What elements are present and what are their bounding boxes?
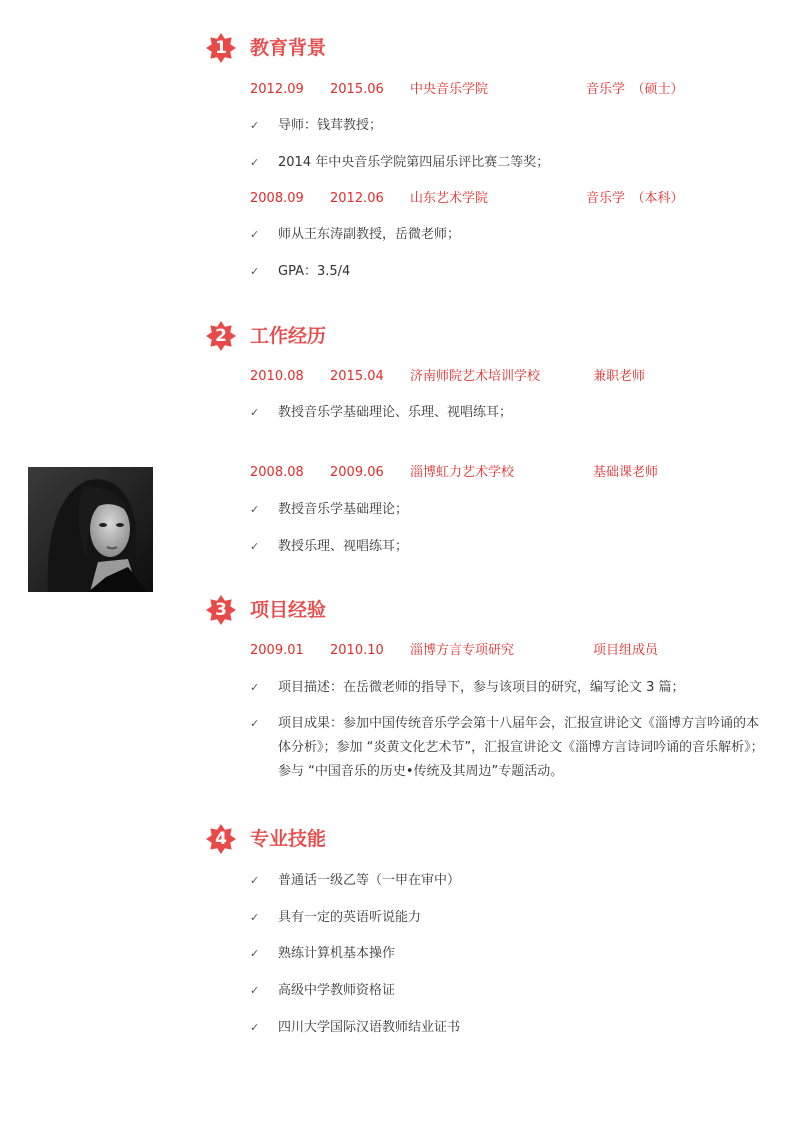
entry-role: 项目组成员 bbox=[593, 643, 659, 658]
check-icon: ✓ bbox=[250, 540, 260, 553]
entry-role: 音乐学 （硕士） bbox=[586, 82, 684, 97]
item-text: 具有一定的英语听说能力 bbox=[278, 910, 422, 925]
section-title: 教育背景 bbox=[250, 37, 327, 59]
check-icon: ✓ bbox=[250, 984, 260, 997]
check-icon: ✓ bbox=[250, 265, 260, 278]
entry-organization: 中央音乐学院 bbox=[410, 82, 489, 97]
section-education bbox=[206, 33, 766, 293]
star-badge-icon bbox=[206, 824, 236, 854]
item-text: 熟练计算机基本操作 bbox=[278, 946, 396, 961]
check-icon: ✓ bbox=[250, 119, 260, 132]
entry-start-date: 2009.01 bbox=[250, 643, 304, 658]
section-skills bbox=[206, 824, 766, 1044]
entry-start-date: 2012.09 bbox=[250, 82, 304, 97]
item-text: 教授乐理、视唱练耳； bbox=[278, 539, 409, 554]
item-text: 导师：钱茸教授； bbox=[278, 118, 383, 133]
item-text: 四川大学国际汉语教师结业证书 bbox=[278, 1020, 461, 1035]
entry-end-date: 2015.04 bbox=[330, 369, 384, 384]
check-icon: ✓ bbox=[250, 947, 260, 960]
check-icon: ✓ bbox=[250, 717, 260, 730]
profile-photo bbox=[28, 467, 153, 592]
entry-start-date: 2008.09 bbox=[250, 191, 304, 206]
section-title: 工作经历 bbox=[250, 325, 327, 347]
item-text: GPA：3.5/4 bbox=[278, 264, 351, 279]
item-text: 项目成果：参加中国传统音乐学会第十八届年会，汇报宣讲论文《淄博方言吟诵的本体分析》；参加 “炎黄文化艺术节”，汇报宣讲论文《淄博方言诗词吟诵的音乐解析》；参与 “中国音乐的历史•传统及其周边”专题活动。 bbox=[278, 716, 764, 779]
section-number: 3 bbox=[215, 600, 227, 620]
entry-organization: 淄博虹力艺术学校 bbox=[410, 465, 515, 480]
entry-role: 兼职老师 bbox=[593, 369, 646, 384]
entry-organization: 淄博方言专项研究 bbox=[410, 643, 515, 658]
section-number: 1 bbox=[215, 38, 227, 58]
section-number: 4 bbox=[215, 829, 227, 849]
section-work-experience bbox=[206, 321, 766, 561]
item-text: 普通话一级乙等（一甲在审中） bbox=[278, 873, 461, 888]
check-icon: ✓ bbox=[250, 911, 260, 924]
section-number: 2 bbox=[215, 326, 227, 346]
star-badge-icon bbox=[206, 321, 236, 351]
entry-start-date: 2008.08 bbox=[250, 465, 304, 480]
section-header bbox=[206, 33, 766, 63]
item-text: 教授音乐学基础理论； bbox=[278, 502, 409, 517]
item-text: 教授音乐学基础理论、乐理、视唱练耳； bbox=[278, 405, 513, 420]
check-icon: ✓ bbox=[250, 228, 260, 241]
item-text: 2014 年中央音乐学院第四届乐评比赛二等奖； bbox=[278, 155, 550, 170]
item-text: 高级中学教师资格证 bbox=[278, 983, 396, 998]
entry-start-date: 2010.08 bbox=[250, 369, 304, 384]
section-project-experience bbox=[206, 595, 766, 795]
item-text: 项目描述：在岳微老师的指导下，参与该项目的研究，编写论文 3 篇； bbox=[278, 680, 685, 695]
section-title: 项目经验 bbox=[250, 599, 327, 621]
entry-end-date: 2010.10 bbox=[330, 643, 384, 658]
check-icon: ✓ bbox=[250, 874, 260, 887]
entry-end-date: 2012.06 bbox=[330, 191, 384, 206]
check-icon: ✓ bbox=[250, 406, 260, 419]
check-icon: ✓ bbox=[250, 1021, 260, 1034]
entry-organization: 山东艺术学院 bbox=[410, 191, 489, 206]
item-text: 师从王东涛副教授，岳微老师； bbox=[278, 227, 461, 242]
section-header bbox=[206, 824, 766, 854]
section-header bbox=[206, 595, 766, 625]
check-icon: ✓ bbox=[250, 681, 260, 694]
list-item bbox=[250, 714, 770, 789]
entry-end-date: 2015.06 bbox=[330, 82, 384, 97]
entry-role: 基础课老师 bbox=[593, 465, 659, 480]
entry-end-date: 2009.06 bbox=[330, 465, 384, 480]
entry-role: 音乐学 （本科） bbox=[586, 191, 684, 206]
check-icon: ✓ bbox=[250, 156, 260, 169]
star-badge-icon bbox=[206, 33, 236, 63]
star-badge-icon bbox=[206, 595, 236, 625]
section-title: 专业技能 bbox=[250, 828, 327, 850]
entry-organization: 济南师院艺术培训学校 bbox=[410, 369, 541, 384]
check-icon: ✓ bbox=[250, 503, 260, 516]
section-header bbox=[206, 321, 766, 351]
